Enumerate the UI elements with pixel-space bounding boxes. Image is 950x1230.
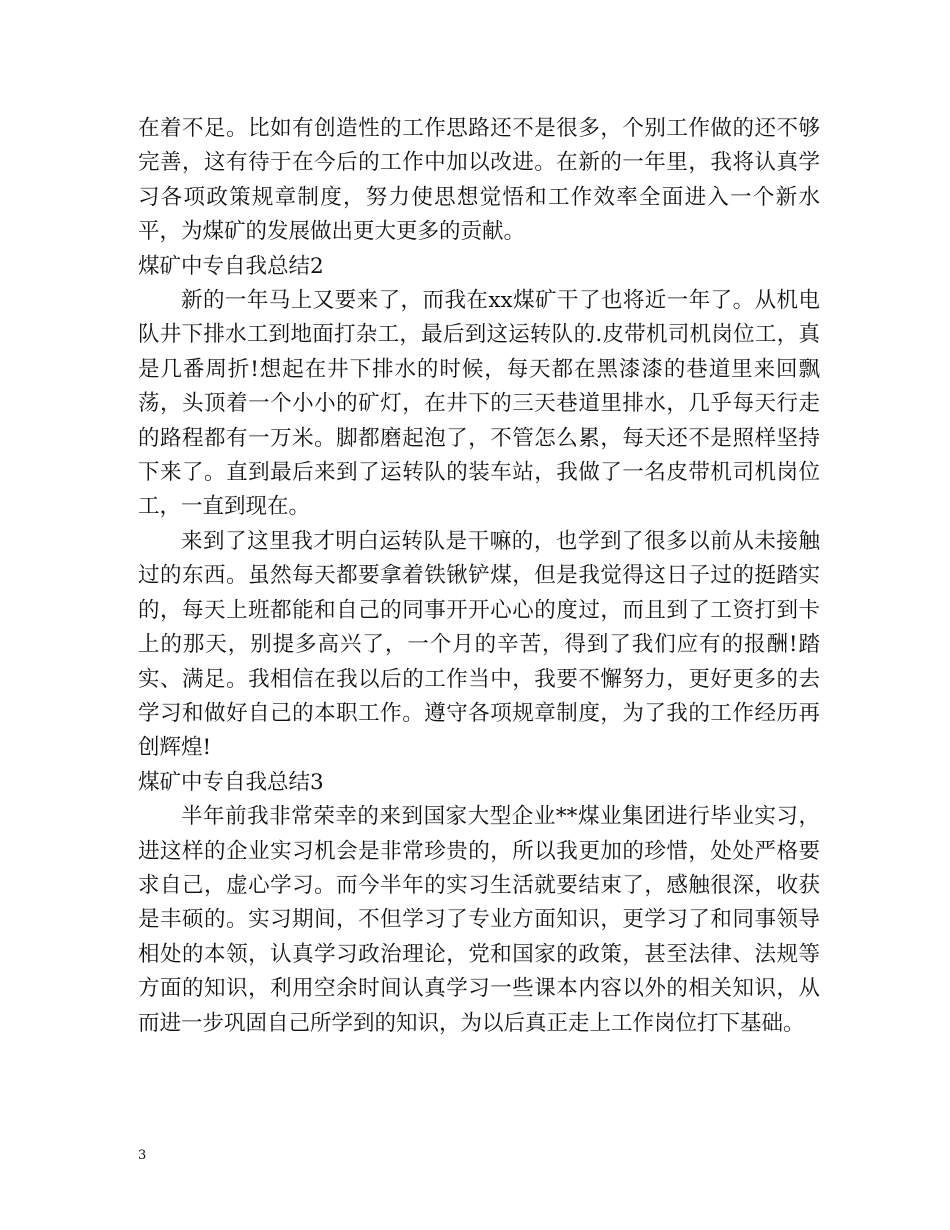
continuation-paragraph: 在着不足。比如有创造性的工作思路还不是很多，个别工作做的还不够完善，这有待于在今后的工作中加以改进。在新的一年里，我将认真学习各项政策规章制度，努力使思想觉悟和工作效率全面进入一个新水平，为煤矿的发展做出更大更多的贡献。 bbox=[138, 116, 820, 245]
section-3-paragraph-1: 半年前我非常荣幸的来到国家大型企业**煤业集团进行毕业实习，进这样的企业实习机会是非常珍贵的，所以我更加的珍惜，处处严格要求自己，虚心学习。而今半年的实习生活就要结束了，感触很深，收获是丰硕的。实习期间，不但学习了专业方面知识，更学习了和同事领导相处的本领，认真学习政治理论，党和国家的政策，甚至法律、法规等方面的知识，利用空余时间认真学习一些课本内容以外的相关知识，从而进一步巩固自己所学到的知识，为以后真正走上工作岗位打下基础。 bbox=[138, 804, 820, 1036]
section-heading-2: 煤矿中专自我总结2 bbox=[138, 253, 324, 279]
section-2-paragraph-1: 新的一年马上又要来了，而我在xx煤矿干了也将近一年了。从机电队井下排水工到地面打杂工，最后到这运转队的.皮带机司机岗位工，真是几番周折!想起在井下排水的时候，每天都在黑漆漆的巷道里来回飘荡，头顶着一个小小的矿灯，在井下的三天巷道里排水，几乎每天行走的路程都有一万米。脚都磨起泡了，不管怎么累，每天还不是照样坚持下来了。直到最后来到了运转队的装车站，我做了一名皮带机司机岗位工，一直到现在。 bbox=[138, 288, 820, 520]
section-2-paragraph-2: 来到了这里我才明白运转队是干嘛的，也学到了很多以前从未接触过的东西。虽然每天都要拿着铁锹铲煤，但是我觉得这日子过的挺踏实的，每天上班都能和自己的同事开开心心的度过，而且到了工资打到卡上的那天，别提多高兴了，一个月的辛苦，得到了我们应有的报酬!踏实、满足。我相信在我以后的工作当中，我要不懈努力，更好更多的去学习和做好自己的本职工作。遵守各项规章制度，为了我的工作经历再创辉煌! bbox=[138, 528, 820, 761]
document-body bbox=[138, 112, 820, 1041]
section-heading-3: 煤矿中专自我总结3 bbox=[138, 769, 324, 795]
page-number: 3 bbox=[138, 1148, 147, 1163]
